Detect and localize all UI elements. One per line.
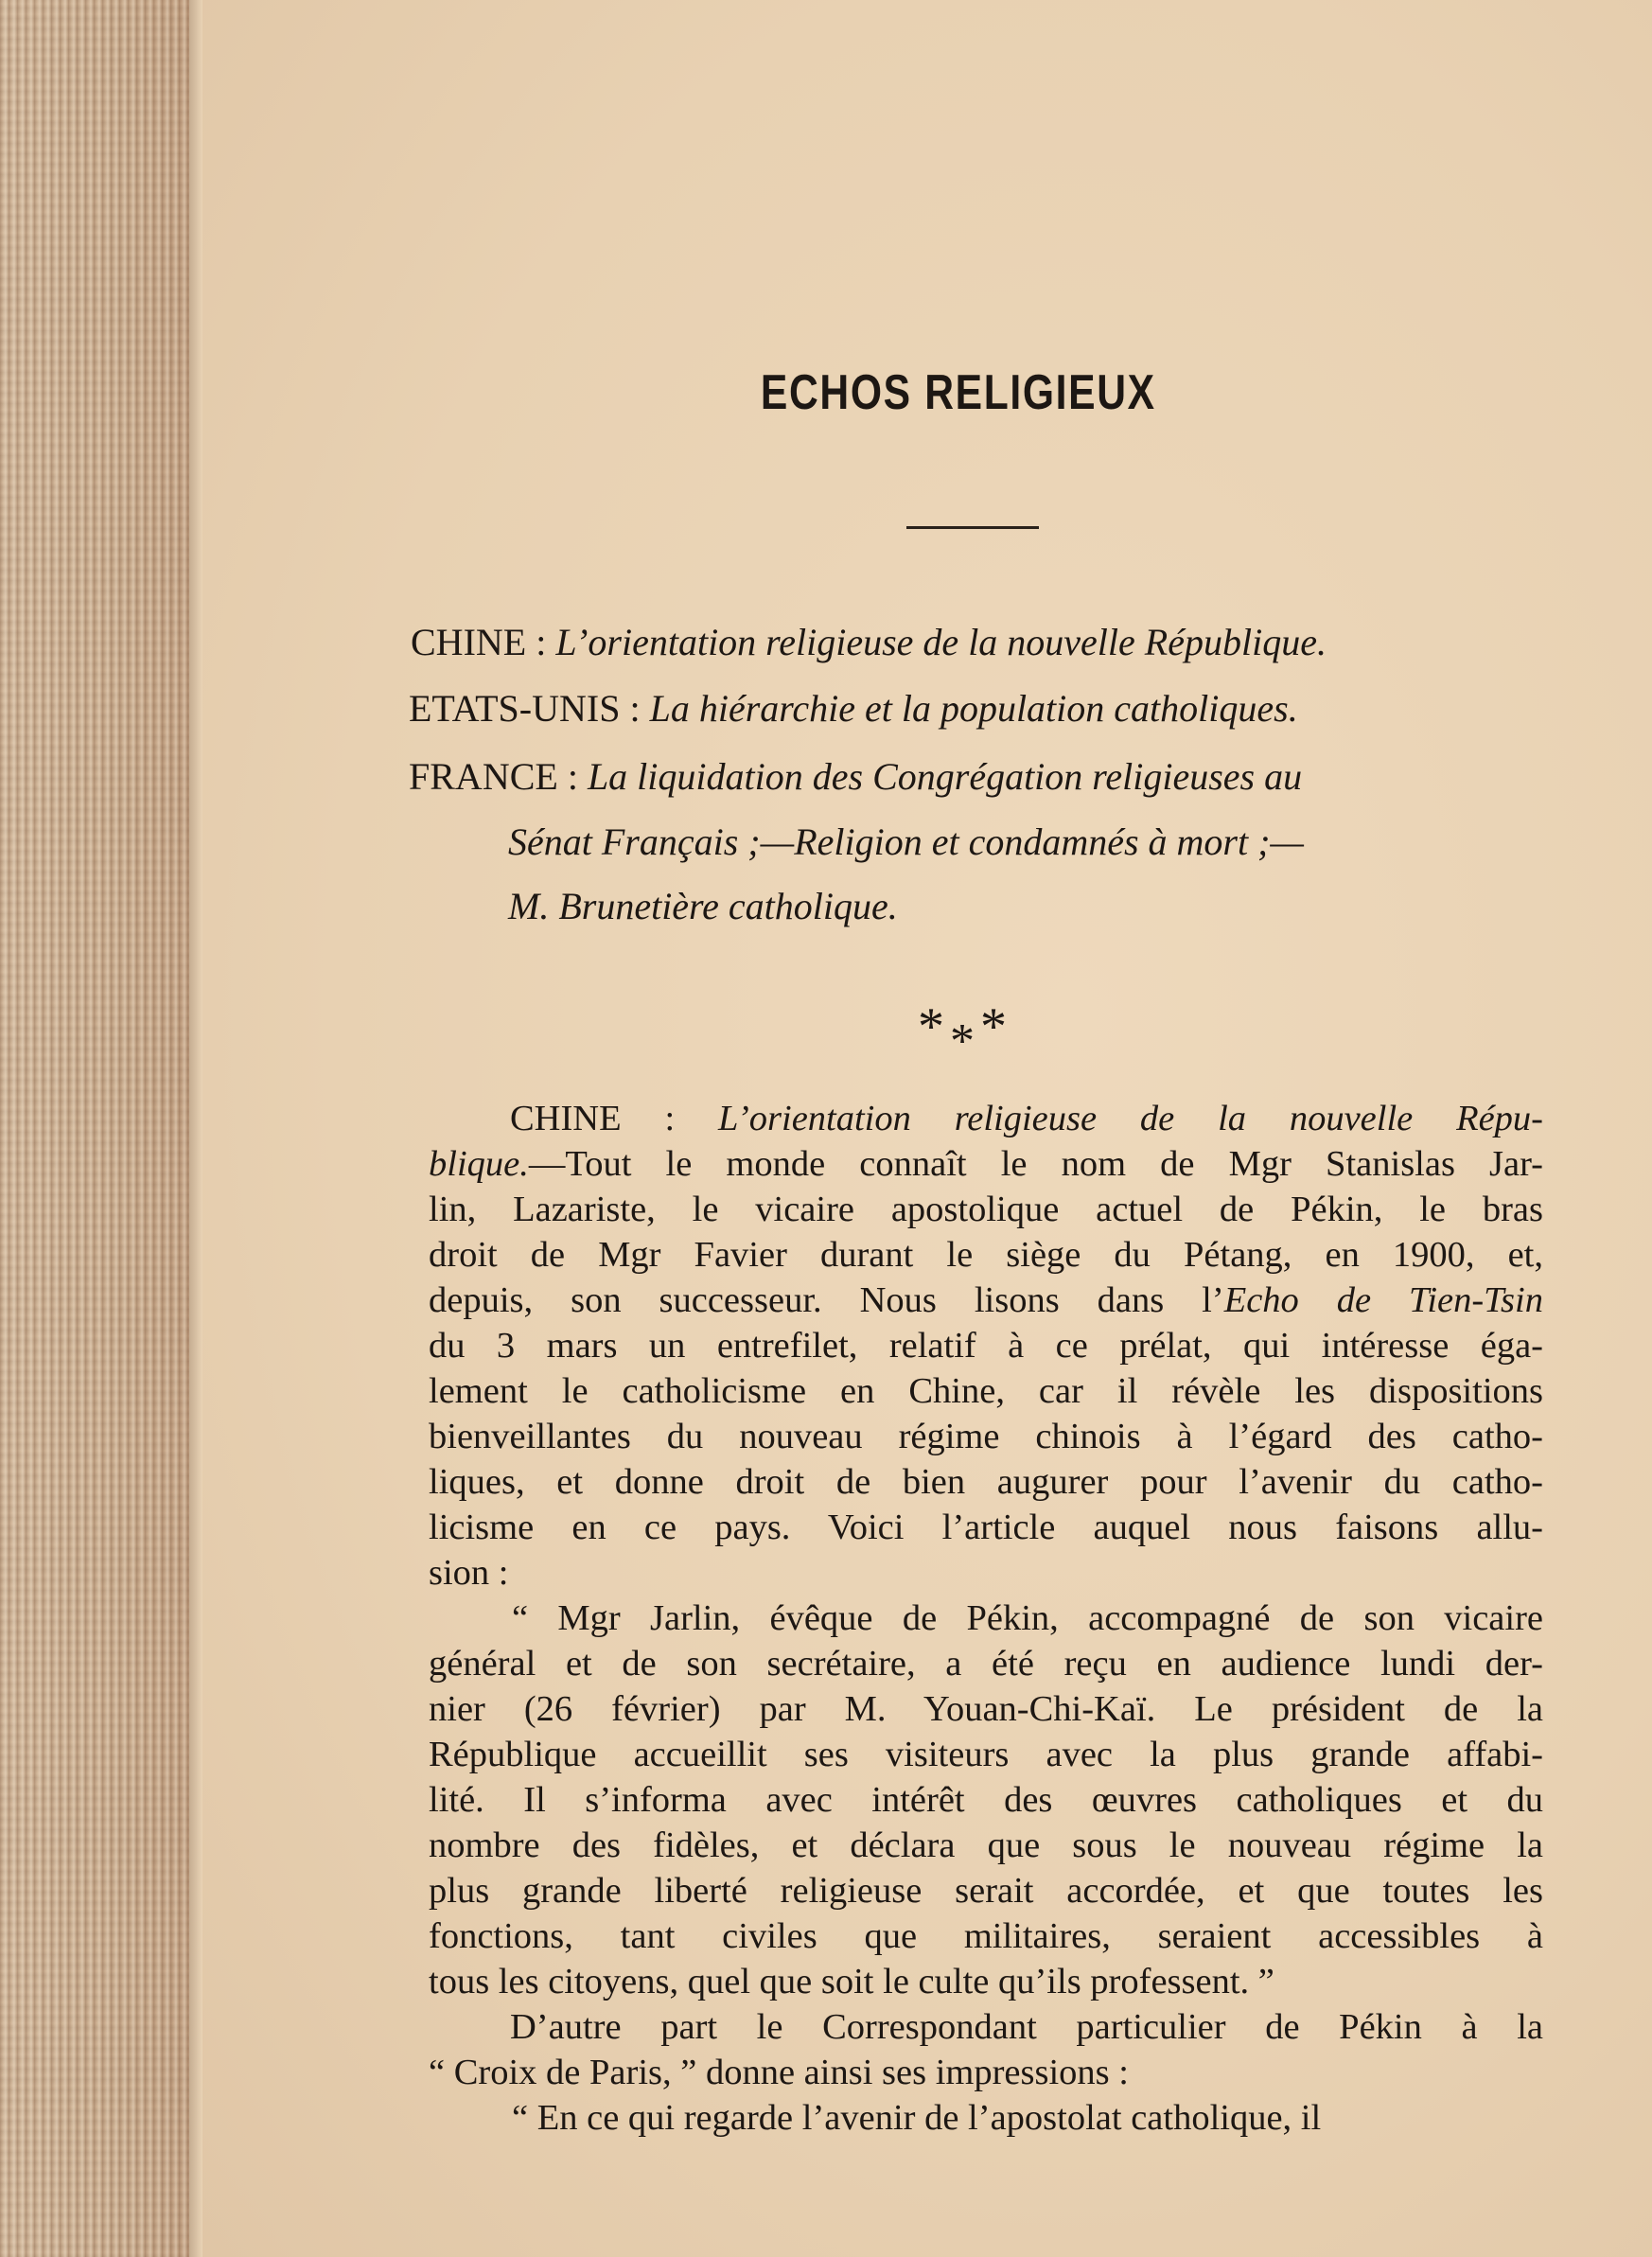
body-text: “ Croix de Paris, ” donne ainsi ses impressions : xyxy=(429,2053,1129,2092)
body-line xyxy=(429,1823,1543,1868)
body-line xyxy=(429,2004,1543,2050)
body-line xyxy=(429,1732,1543,1777)
summary-text: Sénat Français ;—Religion et condamnés à mort ;— xyxy=(508,820,1304,863)
summary-text: La liquidation des Congrégation religieuses au xyxy=(587,755,1303,798)
summary-item xyxy=(411,620,1327,664)
body-line xyxy=(429,1096,1543,1141)
body-line xyxy=(429,2050,1543,2095)
body-text: bienveillantes du nouveau régime chinois à l’égard des catho- xyxy=(429,1417,1543,1456)
body-line xyxy=(429,1323,1543,1368)
body-text: licisme en ce pays. Voici l’article auquel nous faisons allu- xyxy=(429,1508,1543,1547)
body-line xyxy=(429,1141,1543,1187)
body-line xyxy=(429,1641,1543,1686)
body-text: République accueillit ses visiteurs avec la plus grande affabi- xyxy=(429,1735,1543,1774)
summary-item xyxy=(508,820,1304,864)
body-line xyxy=(429,2095,1543,2141)
body-italic-text: L’orientation religieuse de la nouvelle Répu- xyxy=(717,1099,1543,1138)
body-line xyxy=(429,1232,1543,1278)
summary-item xyxy=(409,686,1298,731)
body-text: liques, et donne droit de bien augurer pour l’avenir du catho- xyxy=(429,1462,1543,1502)
body-line xyxy=(429,1868,1543,1913)
body-line xyxy=(429,1505,1543,1550)
body-line xyxy=(429,1959,1543,2004)
book-spine-edge xyxy=(0,0,189,2257)
summary-item xyxy=(409,754,1302,799)
body-text: depuis, son successeur. Nous lisons dans l’ xyxy=(429,1280,1224,1320)
asterisk: * xyxy=(950,1014,980,1068)
summary-head: CHINE : xyxy=(411,621,547,663)
body-line xyxy=(429,1368,1543,1414)
body-line xyxy=(429,1550,1543,1596)
article-body xyxy=(429,1096,1543,2141)
body-line xyxy=(429,1686,1543,1732)
title-rule xyxy=(906,526,1039,529)
body-text: —Tout le monde connaît le nom de Mgr Stanislas Jar- xyxy=(528,1144,1543,1184)
body-text: lité. Il s’informa avec intérêt des œuvres catholiques et du xyxy=(429,1780,1543,1820)
summary-text: La hiérarchie et la population catholiques. xyxy=(649,687,1298,730)
body-text: plus grande liberté religieuse serait accordée, et que toutes les xyxy=(429,1871,1543,1911)
asterisk: * xyxy=(980,997,1012,1056)
body-text: lement le catholicisme en Chine, car il révèle les dispositions xyxy=(429,1371,1543,1411)
section-title-text: ECHOS RELIGIEUX xyxy=(761,365,1156,420)
body-text: sion : xyxy=(429,1553,509,1593)
body-text: nombre des fidèles, et déclara que sous le nouveau régime la xyxy=(429,1825,1543,1865)
summary-head: FRANCE : xyxy=(409,755,578,798)
section-title xyxy=(0,364,1652,421)
body-text: droit de Mgr Favier durant le siège du Pétang, en 1900, et, xyxy=(429,1235,1543,1275)
body-text: D’autre part le Correspondant particulier de Pékin à la xyxy=(510,2007,1543,2047)
body-text: nier (26 février) par M. Youan-Chi-Kaï. Le président de la xyxy=(429,1689,1543,1729)
body-line xyxy=(429,1187,1543,1232)
gutter-shadow xyxy=(189,0,202,2257)
body-italic-text: blique. xyxy=(429,1144,529,1184)
body-text: CHINE : xyxy=(510,1099,718,1138)
body-italic-text: Echo de Tien-Tsin xyxy=(1223,1280,1543,1320)
body-text: lin, Lazariste, le vicaire apostolique actuel de Pékin, le bras xyxy=(429,1190,1543,1229)
body-line xyxy=(429,1913,1543,1959)
body-line xyxy=(429,1777,1543,1823)
summary-text: M. Brunetière catholique. xyxy=(508,885,898,927)
asterisk: * xyxy=(918,997,950,1056)
body-line xyxy=(429,1596,1543,1641)
body-text: tous les citoyens, quel que soit le culte qu’ils professent. ” xyxy=(429,1962,1274,2001)
body-text: général et de son secrétaire, a été reçu en audience lundi der- xyxy=(429,1644,1543,1684)
body-text: fonctions, tant civiles que militaires, seraient accessibles à xyxy=(429,1916,1543,1956)
body-line xyxy=(429,1459,1543,1505)
body-text: “ En ce qui regarde l’avenir de l’apostolat catholique, il xyxy=(512,2098,1322,2138)
asterism-divider xyxy=(918,996,1012,1068)
body-text: “ Mgr Jarlin, évêque de Pékin, accompagné de son vicaire xyxy=(512,1598,1543,1638)
summary-text: L’orientation religieuse de la nouvelle République. xyxy=(555,621,1327,663)
body-line xyxy=(429,1414,1543,1459)
body-line xyxy=(429,1278,1543,1323)
body-text: du 3 mars un entrefilet, relatif à ce prélat, qui intéresse éga- xyxy=(429,1326,1543,1366)
summary-head: ETATS-UNIS : xyxy=(409,687,641,730)
summary-item xyxy=(508,884,898,928)
